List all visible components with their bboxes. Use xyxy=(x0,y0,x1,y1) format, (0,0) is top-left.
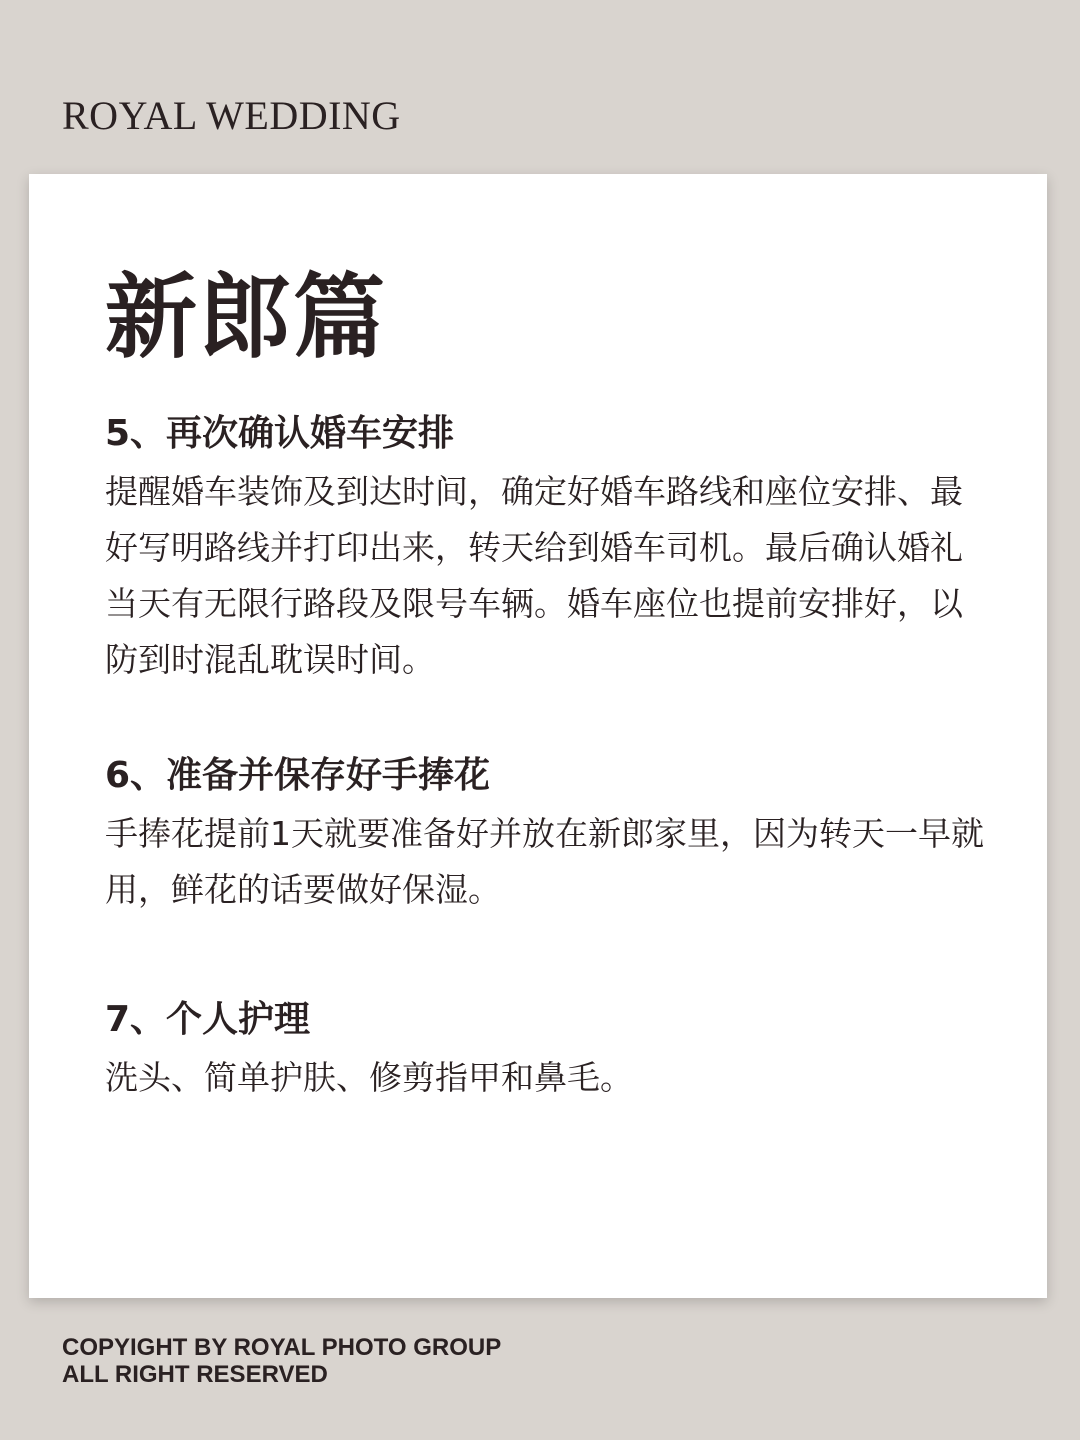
page-title: 新郎篇 xyxy=(105,264,388,371)
section-heading: 5、再次确认婚车安排 xyxy=(105,413,455,454)
section-5 xyxy=(105,406,985,688)
rights-line: ALL RIGHT RESERVED xyxy=(62,1361,328,1388)
section-heading: 6、准备并保存好手捧花 xyxy=(105,755,491,796)
section-7 xyxy=(105,992,985,1106)
section-body: 手捧花提前1天就要准备好并放在新郎家里，因为转天一早就用，鲜花的话要做好保湿。 xyxy=(105,814,984,909)
content-card xyxy=(29,174,1047,1298)
section-body: 提醒婚车装饰及到达时间，确定好婚车路线和座位安排、最好写明路线并打印出来，转天给到婚车司机。最后确认婚礼当天有无限行路段及限号车辆。婚车座位也提前安排好，以防到时混乱耽误时间。 xyxy=(105,472,963,679)
copyright-footer xyxy=(62,1334,501,1388)
section-body: 洗头、简单护肤、修剪指甲和鼻毛。 xyxy=(105,1058,633,1097)
section-6 xyxy=(105,748,985,918)
brand-title: ROYAL WEDDING xyxy=(62,93,401,138)
copyright-line: COPYIGHT BY ROYAL PHOTO GROUP xyxy=(62,1334,502,1361)
section-heading: 7、个人护理 xyxy=(105,999,311,1040)
